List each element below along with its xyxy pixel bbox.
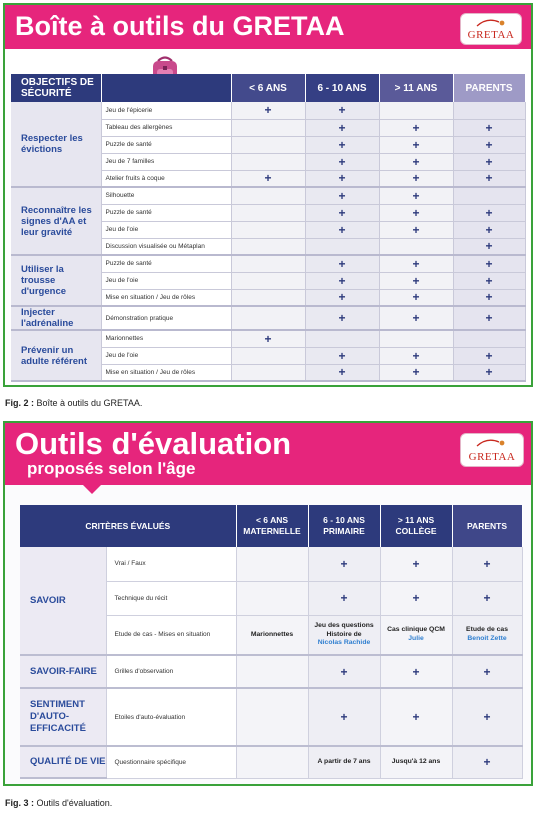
activity-label: Démonstration pratique: [101, 306, 231, 330]
plus-mark: +: [305, 136, 379, 153]
evaluation-table: [20, 505, 523, 779]
plus-mark: +: [379, 187, 453, 204]
caption-label: Fig. 2 :: [5, 398, 34, 408]
plus-mark: +: [379, 153, 453, 170]
plus-mark: +: [305, 289, 379, 306]
table-row: [11, 306, 525, 330]
caption-label: Fig. 3 :: [5, 798, 34, 808]
gretaa-logo: [460, 13, 522, 45]
activity-label: Silhouette: [101, 187, 231, 204]
header-under-6: [236, 505, 308, 547]
category-savoir: SAVOIR: [20, 547, 106, 655]
evaluation-header: [5, 423, 531, 485]
toolbox-figure: [3, 3, 533, 387]
header-6-10: 6 - 10 ANS: [305, 74, 379, 102]
plus-mark: +: [379, 136, 453, 153]
plus-mark: +: [308, 581, 380, 615]
activity-label: Jeu de 7 familles: [101, 153, 231, 170]
table-row: [20, 547, 522, 581]
plus-mark: +: [231, 330, 305, 347]
activity-label: Mise en situation / Jeu de rôles: [101, 364, 231, 381]
plus-mark: +: [453, 272, 525, 289]
activity-label: Jeu de l'oie: [101, 272, 231, 289]
activity-label: Discussion visualisée ou Métaplan: [101, 238, 231, 255]
cell-line: Benoit Zette: [467, 634, 507, 642]
cell-empty: [236, 547, 308, 581]
cell-empty: [305, 238, 379, 255]
plus-mark: +: [305, 204, 379, 221]
cell-value: [380, 615, 452, 655]
cell-empty: [379, 238, 453, 255]
plus-mark: +: [305, 221, 379, 238]
plus-mark: +: [305, 187, 379, 204]
plus-mark: +: [379, 272, 453, 289]
criterion: Vrai / Faux: [106, 547, 236, 581]
plus-mark: +: [453, 255, 525, 272]
activity-label: Puzzle de santé: [101, 255, 231, 272]
plus-mark: +: [452, 547, 522, 581]
header-parents: PARENTS: [453, 74, 525, 102]
activity-label: Atelier fruits à coque: [101, 170, 231, 187]
logo-swoosh-icon: [475, 436, 509, 450]
plus-mark: +: [380, 688, 452, 746]
cell-value: Marionnettes: [236, 615, 308, 655]
objective-label: Injecter l'adrénaline: [11, 306, 101, 330]
logo-text: GRETAA: [467, 29, 515, 41]
plus-mark: +: [453, 306, 525, 330]
cell-empty: [231, 119, 305, 136]
objective-label: Prévenir un adulte référent: [11, 330, 101, 381]
header-line: > 11 ANS: [397, 515, 435, 525]
cell-empty: [231, 221, 305, 238]
header-line: < 6 ANS: [255, 515, 289, 525]
plus-mark: +: [453, 170, 525, 187]
plus-mark: +: [453, 136, 525, 153]
header-line: PRIMAIRE: [323, 526, 365, 536]
plus-mark: +: [305, 364, 379, 381]
criterion: Questionnaire spécifique: [106, 746, 236, 778]
cell-line: Julie: [408, 634, 424, 642]
figure-caption-3: [5, 798, 112, 808]
plus-mark: +: [305, 102, 379, 119]
cell-empty: [453, 102, 525, 119]
evaluation-title: Outils d'évaluation: [15, 426, 292, 461]
cell-empty: [236, 581, 308, 615]
table-row: [11, 102, 525, 119]
plus-mark: +: [308, 655, 380, 688]
plus-mark: +: [305, 119, 379, 136]
objective-label: Reconnaître les signes d'AA et leur gravité: [11, 187, 101, 255]
criterion: Etude de cas - Mises en situation: [106, 615, 236, 655]
header-6-10: [308, 505, 380, 547]
cell-value: Jusqu'à 12 ans: [380, 746, 452, 778]
plus-mark: +: [231, 170, 305, 187]
activity-label: Jeu de l'oie: [101, 347, 231, 364]
plus-mark: +: [379, 306, 453, 330]
cell-empty: [379, 330, 453, 347]
objective-label: Utiliser la trousse d'urgence: [11, 255, 101, 306]
plus-mark: +: [453, 221, 525, 238]
cell-value: A partir de 7 ans: [308, 746, 380, 778]
activity-label: Puzzle de santé: [101, 136, 231, 153]
cell-empty: [231, 272, 305, 289]
logo-text: GRETAA: [468, 451, 516, 463]
category-self-efficacy: SENTIMENT D'AUTO-EFFICACITÉ: [20, 688, 106, 746]
logo-swoosh-icon: [475, 16, 509, 30]
cell-empty: [231, 136, 305, 153]
table-row: [11, 187, 525, 204]
plus-mark: +: [379, 255, 453, 272]
header-line: 6 - 10 ANS: [323, 515, 365, 525]
caption-text: Boîte à outils du GRETAA.: [34, 398, 143, 408]
plus-mark: +: [453, 238, 525, 255]
plus-mark: +: [379, 119, 453, 136]
plus-mark: +: [308, 547, 380, 581]
header-line: COLLÈGE: [395, 526, 437, 536]
cell-line: Jeu des questions: [314, 622, 374, 629]
activity-label: Marionnettes: [101, 330, 231, 347]
plus-mark: +: [308, 688, 380, 746]
plus-mark: +: [380, 547, 452, 581]
table-row: [11, 330, 525, 347]
table-row: [11, 255, 525, 272]
criterion: Technique du récit: [106, 581, 236, 615]
cell-empty: [236, 746, 308, 778]
table-header-row: [20, 505, 522, 547]
cell-empty: [236, 655, 308, 688]
plus-mark: +: [452, 746, 522, 778]
plus-mark: +: [452, 688, 522, 746]
cell-empty: [231, 153, 305, 170]
plus-mark: +: [305, 170, 379, 187]
plus-mark: +: [379, 364, 453, 381]
cell-line: Cas clinique QCM: [387, 626, 445, 634]
header-line: MATERNELLE: [243, 526, 301, 536]
caption-text: Outils d'évaluation.: [34, 798, 113, 808]
plus-mark: +: [453, 119, 525, 136]
activity-label: Jeu de l'épicerie: [101, 102, 231, 119]
gretaa-logo: [460, 433, 524, 467]
category-savoir-faire: SAVOIR-FAIRE: [20, 655, 106, 688]
plus-mark: +: [305, 306, 379, 330]
cell-value: [308, 615, 380, 655]
cell-empty: [231, 347, 305, 364]
figure-caption-2: [5, 398, 142, 408]
cell-empty: [453, 187, 525, 204]
table-row: [20, 688, 522, 746]
cell-empty: [231, 289, 305, 306]
plus-mark: +: [305, 347, 379, 364]
header-objectives: OBJECTIFS DE SÉCURITÉ: [11, 74, 101, 102]
cell-empty: [231, 306, 305, 330]
header-criteria: CRITÈRES ÉVALUÉS: [20, 505, 236, 547]
activity-label: Mise en situation / Jeu de rôles: [101, 289, 231, 306]
cell-empty: [236, 688, 308, 746]
plus-mark: +: [380, 655, 452, 688]
plus-mark: +: [305, 272, 379, 289]
header-activities: [101, 74, 231, 102]
toolbox-header: [5, 5, 531, 49]
objective-label: Respecter les évictions: [11, 102, 101, 187]
evaluation-figure: [3, 421, 533, 786]
criterion: Etoiles d'auto-évaluation: [106, 688, 236, 746]
plus-mark: +: [305, 153, 379, 170]
cell-value: [452, 615, 522, 655]
criterion: Grilles d'observation: [106, 655, 236, 688]
activity-label: Puzzle de santé: [101, 204, 231, 221]
toolbox-body: [11, 102, 525, 381]
plus-mark: +: [453, 289, 525, 306]
cell-empty: [231, 364, 305, 381]
header-under-6: < 6 ANS: [231, 74, 305, 102]
plus-mark: +: [231, 102, 305, 119]
plus-mark: +: [452, 581, 522, 615]
plus-mark: +: [380, 581, 452, 615]
table-row: [20, 655, 522, 688]
plus-mark: +: [453, 153, 525, 170]
plus-mark: +: [379, 347, 453, 364]
cell-empty: [231, 187, 305, 204]
cell-empty: [231, 238, 305, 255]
cell-line: Nicolas Rachide: [317, 639, 371, 646]
cell-empty: [231, 255, 305, 272]
cell-empty: [231, 204, 305, 221]
toolbox-title: Boîte à outils du GRETAA: [15, 11, 345, 41]
plus-mark: +: [379, 289, 453, 306]
cell-line: Histoire de: [326, 630, 362, 638]
plus-mark: +: [379, 170, 453, 187]
activity-label: Jeu de l'oie: [101, 221, 231, 238]
cell-line: Etude de cas: [466, 626, 508, 634]
header-notch: [83, 485, 101, 494]
toolbox-table: [11, 74, 526, 382]
plus-mark: +: [452, 655, 522, 688]
evaluation-subtitle: proposés selon l'âge: [27, 459, 196, 478]
plus-mark: +: [379, 221, 453, 238]
plus-mark: +: [453, 364, 525, 381]
header-over-11: > 11 ANS: [379, 74, 453, 102]
cell-empty: [379, 102, 453, 119]
plus-mark: +: [453, 204, 525, 221]
header-parents: PARENTS: [452, 505, 522, 547]
activity-label: Tableau des allergènes: [101, 119, 231, 136]
plus-mark: +: [379, 204, 453, 221]
table-row: [20, 746, 522, 778]
plus-mark: +: [453, 347, 525, 364]
cell-empty: [453, 330, 525, 347]
table-header-row: [11, 74, 525, 102]
header-over-11: [380, 505, 452, 547]
plus-mark: +: [305, 255, 379, 272]
category-quality-of-life: QUALITÉ DE VIE: [20, 746, 106, 778]
cell-empty: [305, 330, 379, 347]
